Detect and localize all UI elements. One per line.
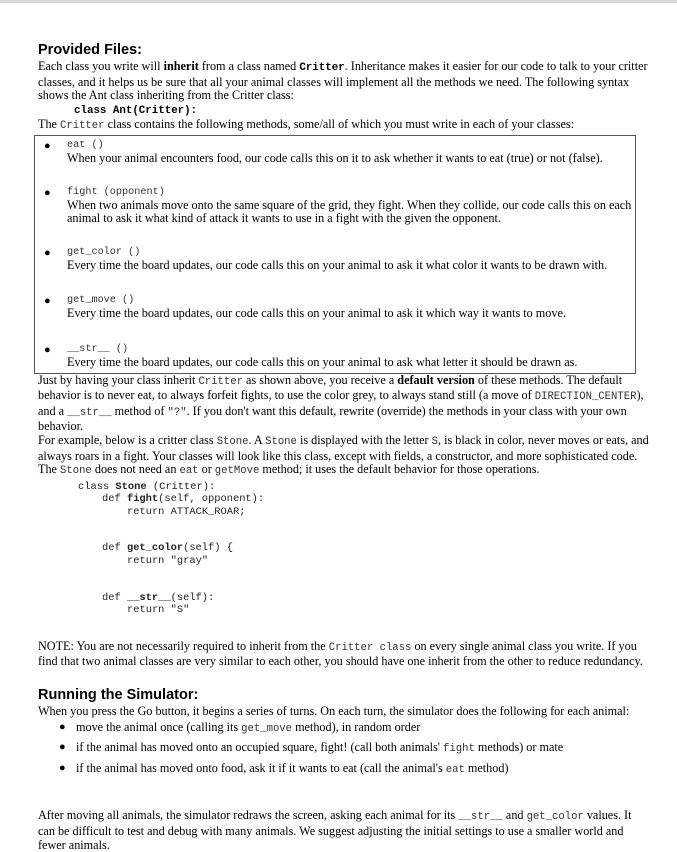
method-description: When your animal encounters food, our code calls this on it to ask whether it wants to eat (true) or not (false). (67, 150, 603, 165)
methods-box (34, 135, 636, 374)
bullet-icon: ● (44, 295, 51, 308)
method-signature: fight (opponent) (67, 186, 165, 198)
code-line: class Stone (Critter): (78, 480, 216, 493)
method-description: Every time the board updates, our code calls this on your animal to ask what letter it should be drawn as. (67, 354, 578, 369)
method-signature: get_color () (67, 246, 141, 258)
method-description: Every time the board updates, our code calls this on your animal to ask it what color it wants to be drawn with. (67, 257, 608, 272)
method-signature: get_move () (67, 295, 135, 307)
bullet-icon: ● (44, 246, 51, 259)
method-description: Every time the board updates, our code calls this on your animal to ask it which way it wants to move. (67, 306, 566, 321)
method-get-color (35, 246, 635, 273)
method-eat (35, 139, 635, 166)
bullet-icon: ● (59, 761, 66, 774)
method-fight (35, 186, 635, 226)
stone-code-block (38, 481, 650, 617)
method-signature: eat () (67, 139, 104, 151)
list-item: ● move the animal once (calling its get_move method), in random order (59, 719, 421, 735)
code-line: return "gray" (127, 555, 209, 568)
bullet-icon: ● (44, 139, 51, 152)
document-page (38, 14, 650, 852)
method-get-move (35, 294, 635, 321)
list-item: ● if the animal has moved onto food, ask it if it wants to eat (call the animal's eat method) (59, 760, 509, 776)
method-str (35, 343, 635, 370)
bullet-icon: ● (44, 186, 51, 199)
contains-line: The Critter class contains the following methods, some/all of which you must write in each of your classes: (38, 117, 574, 133)
bullet-icon: ● (59, 720, 66, 733)
simulator-steps-list (38, 721, 650, 778)
code-line: def fight(self, opponent): (102, 493, 265, 506)
default-behavior-paragraph: Just by having your class inherit Critter as shown above, you receive a default version of these methods. The default behavior is to never eat, to always forfeit fights, to use the color grey, to always stand still (a move of DIRECTION_CENTER), and a __str__ method of "?". If you don't want this default, rewrite (override) the methods in your class with your own behavior. (38, 372, 644, 434)
code-line: def __str__(self): (102, 591, 215, 604)
final-paragraph: After moving all animals, the simulator redraws the screen, asking each animal for its __str__ and get_color values. It can be difficult to test and debug with many animals. We suggest adjusting the initial settings to use a smaller world and fewer animals. (38, 808, 632, 852)
simulator-intro: When you press the Go button, it begins a series of turns. On each turn, the simulator does the following for each animal: (38, 704, 630, 719)
method-signature: __str__ () (67, 343, 129, 355)
bullet-icon: ● (44, 343, 51, 356)
top-divider (0, 0, 677, 3)
provided-files-heading: Provided Files: (38, 42, 142, 58)
code-line: def get_color(self) { (102, 542, 233, 555)
bullet-icon: ● (59, 741, 66, 754)
provided-intro: Each class you write will inherit from a class named Critter. Inheritance makes it easier for our code to talk to your critter classes, and it helps us be sure that all your animal classes will implement all the methods we need. The following syntax shows the Ant class inheriting from the Critter class: (38, 59, 648, 103)
ant-syntax-line: class Ant(Critter): (74, 104, 198, 117)
code-line: return "S" (127, 604, 190, 617)
running-simulator-heading: Running the Simulator: (38, 687, 199, 704)
note-paragraph: NOTE: You are not necessarily required to inherit from the Critter class on every single animal class you write. If you find that two animal classes are very similar to each other, you should have one inherit from the other to reduce redundancy. (38, 638, 643, 669)
method-description: When two animals move onto the same square of the grid, they fight. When they collide, our code calls this on each animal to ask it what kind of attack it wants to use in a fight with the given the opponent. (67, 197, 632, 226)
list-item: ● if the animal has moved onto an occupied square, fight! (call both animals' fight methods) or mate (59, 740, 564, 756)
code-line: return ATTACK_ROAR; (127, 505, 246, 518)
stone-example-paragraph: For example, below is a critter class Stone. A Stone is displayed with the letter S, is black in color, never moves or eats, and always roars in a fight. Your classes will look like this class, except with fields, a constructor, and more sophisticated code. The Stone does not need an eat or getMove method; it uses the default behavior for those operations. (38, 432, 649, 478)
